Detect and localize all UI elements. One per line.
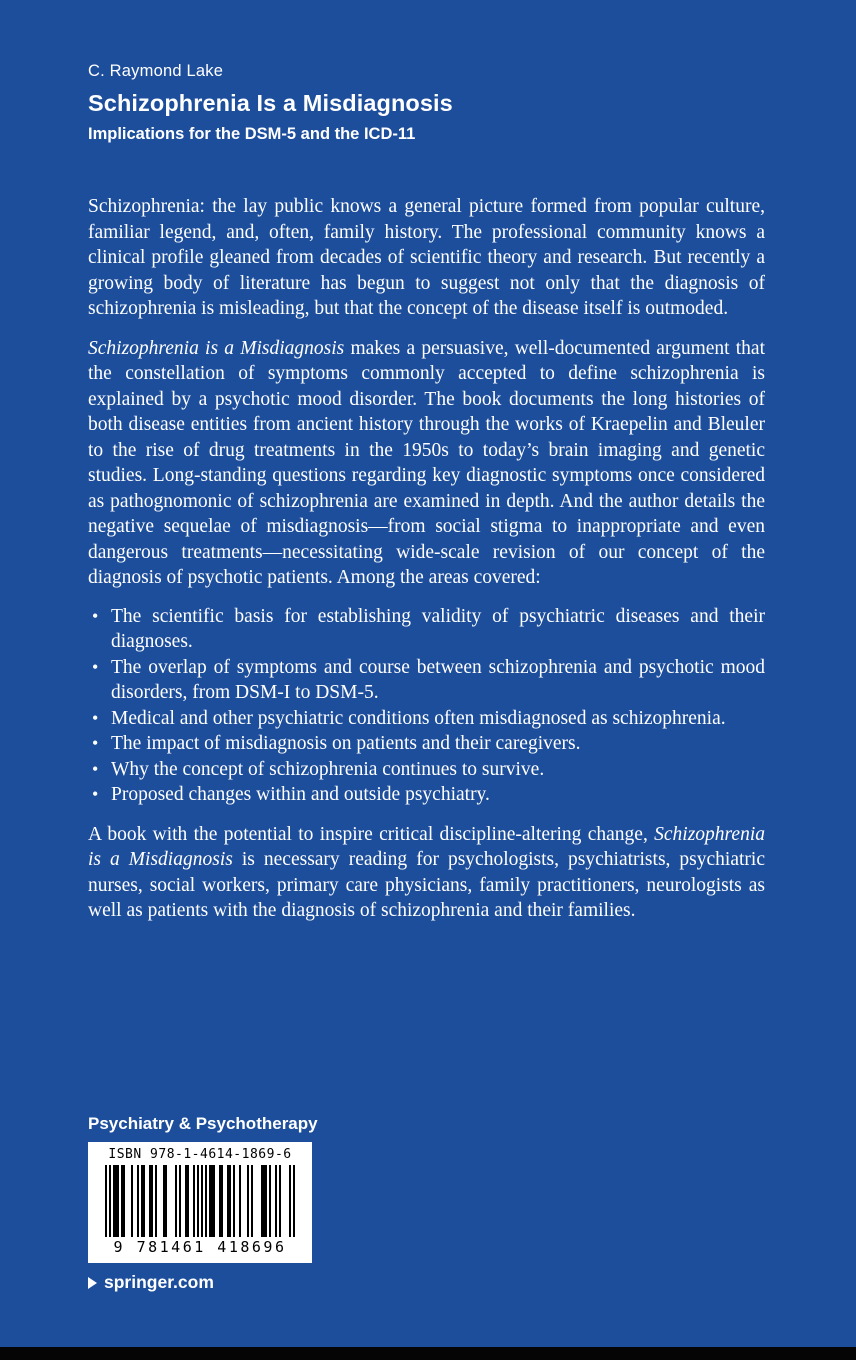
description-paragraph-1: Schizophrenia: the lay public knows a general picture formed from popular culture, familiar legend, and, often, family history. The professional community knows a clinical profile gleaned from decades of scientific theory and research. But recently a growing body of literature has begun to suggest not only that the diagnosis of schizophrenia is misleading, but that the concept of the disease itself is outmoded. [88,196,765,319]
closing-post: is necessary reading for psychologists, psychiatrists, psychiatric nurses, social workers, primary care physicians, family practitioners, neurologists as well as patients with the diagnosis of schizophrenia and their families. [88,849,765,921]
bullet-item [88,731,765,757]
isbn-label: ISBN 978-1-4614-1869-6 [108,1147,292,1162]
book-title: Schizophrenia Is a Misdiagnosis [88,90,453,116]
book-bottom-edge [0,1347,856,1360]
paragraph2-body: makes a persuasive, well-documented argument that the constellation of symptoms commonly accepted to define schizophrenia is explained by a psychotic mood disorder. The book documents the long histories of both disease entities from ancient history through the works of Kraepelin and Bleuler to the rise of drug treatments in the 1950s to today’s brain imaging and genetic studies. Long-standing questions regarding key diagnostic symptoms once considered as pathognomonic of schizophrenia are examined in depth. And the author details the negative sequelae of misdiagnosis—from social stigma to inappropriate and even dangerous treatments—necessitating wide-scale revision of our concept of the diagnosis of psychotic patients. Among the areas covered: [88,337,765,588]
bullet-item [88,757,765,783]
description-paragraph-2 [88,336,765,591]
bullet-text: Medical and other psychiatric conditions often misdiagnosed as schizophrenia. [111,707,726,729]
barcode-digits: 9 781461 418696 [113,1238,287,1256]
bullet-text: The impact of misdiagnosis on patients and their caregivers. [111,733,581,754]
bullet-item [88,655,765,706]
paragraph2-italic-title: Schizophrenia is a Misdiagnosis [88,337,345,359]
closing-italic-title: Schizophrenia is a Misdiagnosis [88,823,765,870]
bullet-text: The overlap of symptoms and course between schizophrenia and psychotic mood disorders, from DSM-I to DSM-5. [111,656,765,703]
bullet-item [88,706,765,732]
bullet-item [88,604,765,655]
category-label: Psychiatry & Psychotherapy [88,1114,318,1133]
bullet-item [88,782,765,808]
publisher-url: springer.com [104,1272,214,1292]
author-name: C. Raymond Lake [88,62,224,80]
bullet-text: Proposed changes within and outside psychiatry. [111,784,490,805]
bullet-list [88,604,765,808]
publisher-line [88,1272,214,1293]
book-subtitle: Implications for the DSM-5 and the ICD-11 [88,125,416,143]
barcode-icon [105,1165,295,1237]
bullet-text: The scientific basis for establishing validity of psychiatric diseases and their diagnoses. [111,605,765,652]
bullet-text: Why the concept of schizophrenia continues to survive. [111,758,545,780]
barcode-panel [88,1142,312,1263]
closing-paragraph [88,822,765,924]
closing-pre: A book with the potential to inspire critical discipline-altering change, [88,823,655,845]
springer-arrow-icon [88,1277,97,1289]
